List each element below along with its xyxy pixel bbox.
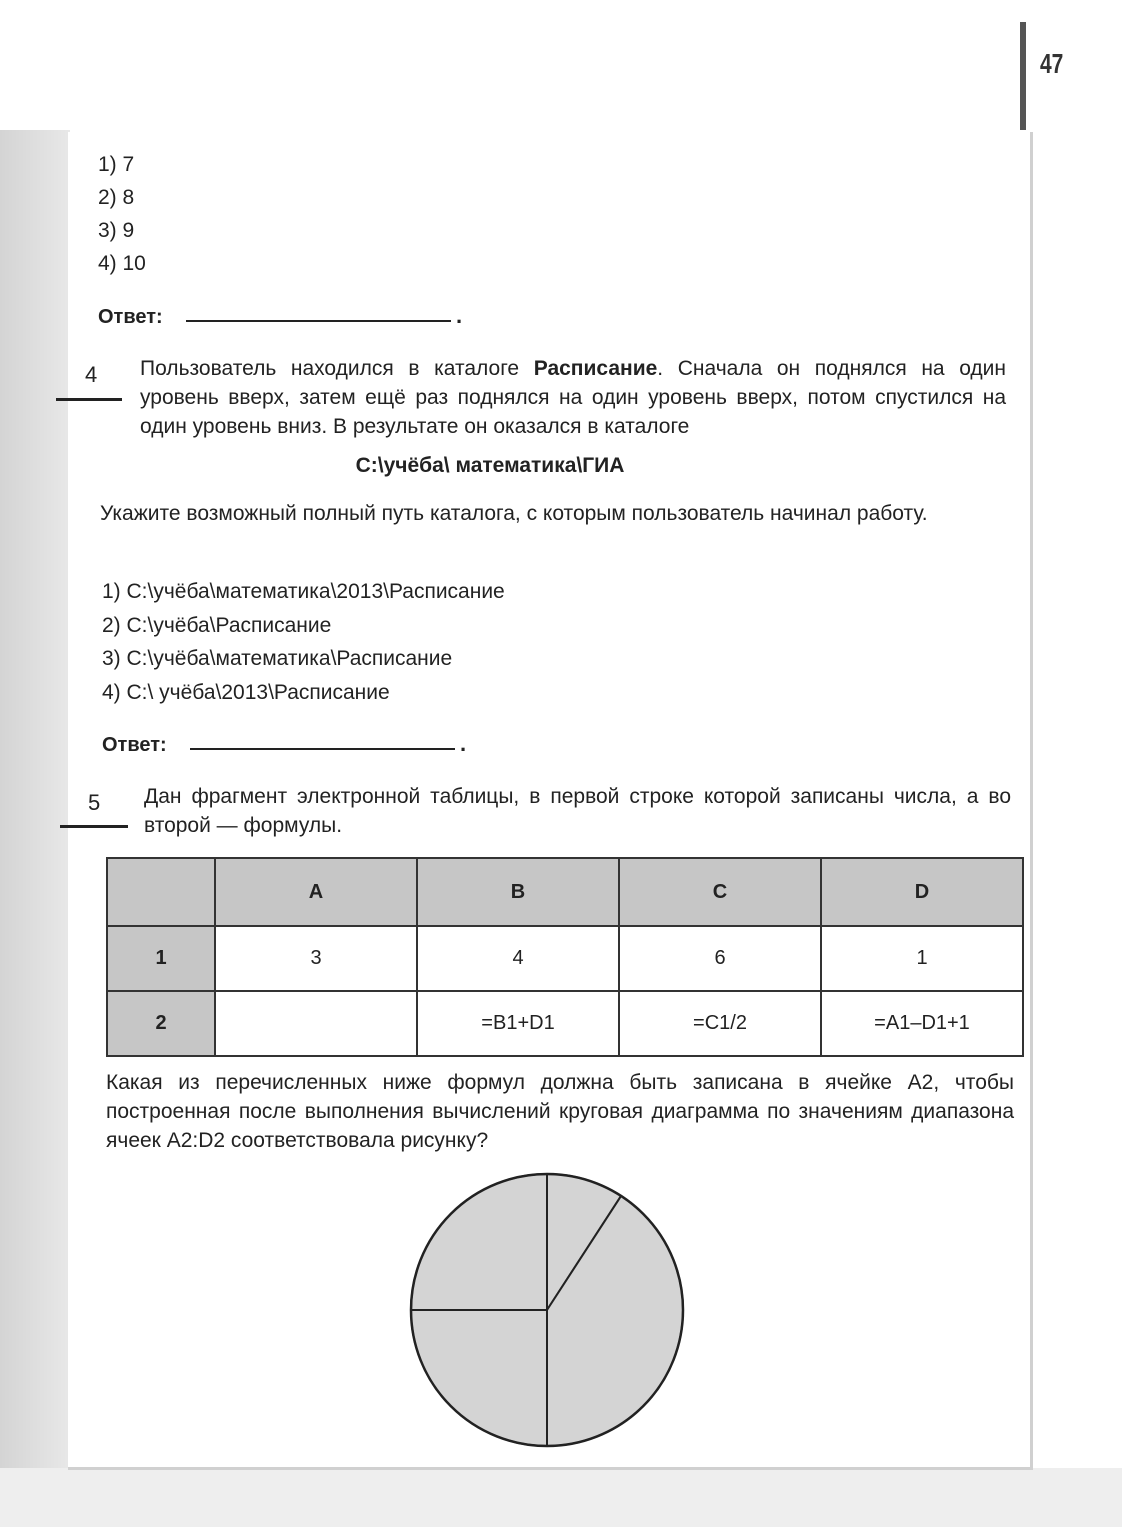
task4-text: Пользователь находился в каталоге Расписание. Сначала он поднялся на один уровень вверх, затем ещё раз поднялся на один уровень вверх, потом спустился на один уровень вниз. В результате он оказался в каталоге <box>140 357 1006 438</box>
task4-question: Укажите возможный полный путь каталога, с которым пользователь начинал работу. <box>100 502 928 525</box>
task3-answer-line[interactable] <box>186 320 451 322</box>
task3-option-1: 1) 7 <box>98 153 135 176</box>
task4-answer-dot: . <box>460 731 467 756</box>
page-number-bar <box>1020 22 1026 130</box>
task3-option-3: 3) 9 <box>98 219 135 242</box>
column-header: C <box>619 858 821 926</box>
spreadsheet-table <box>106 857 1024 1057</box>
pie-slice-3 <box>411 1310 547 1446</box>
task3-option-4: 4) 10 <box>98 252 146 275</box>
task4-option-2: 2) С:\учёба\Расписание <box>102 614 332 637</box>
task4-target-path: С:\учёба\ математика\ГИА <box>355 454 625 477</box>
table-cell: 3 <box>215 926 417 991</box>
task3-answer-label: Ответ: <box>98 306 163 328</box>
table-cell-a2 <box>215 991 417 1056</box>
task3-answer-dot: . <box>456 303 463 328</box>
table-cell: 6 <box>619 926 821 991</box>
task4-answer-label: Ответ: <box>102 734 167 756</box>
task4-option-4: 4) С:\ учёба\2013\Расписание <box>102 681 390 704</box>
task5-question: Какая из перечисленных ниже формул должна быть записана в ячейке A2, чтобы построенная после выполнения вычислений круговая диаграмма по значениям диапазона ячеек A2:D2 соответствовала рисунку? <box>106 1071 1014 1152</box>
table-cell: 4 <box>417 926 619 991</box>
task5-number: 5 <box>88 790 101 815</box>
task4-option-1: 1) С:\учёба\математика\2013\Расписание <box>102 580 505 603</box>
task4-option-3: 3) С:\учёба\математика\Расписание <box>102 647 453 670</box>
column-header: D <box>821 858 1023 926</box>
table-cell: 1 <box>821 926 1023 991</box>
table-row <box>107 991 1023 1056</box>
table-cell: =C1/2 <box>619 991 821 1056</box>
pie-chart <box>405 1168 689 1452</box>
table-cell: =A1–D1+1 <box>821 991 1023 1056</box>
page-left-shadow <box>0 130 70 1470</box>
task5-number-underline <box>60 825 128 828</box>
page-number: 47 <box>1040 48 1064 79</box>
task4-number: 4 <box>85 362 98 387</box>
spreadsheet-header-row <box>107 858 1023 926</box>
task5-intro: Дан фрагмент электронной таблицы, в первой строке которой записаны числа, а во второй — формулы. <box>144 785 1011 837</box>
task4-answer-line[interactable] <box>190 748 455 750</box>
table-row <box>107 926 1023 991</box>
column-header: A <box>215 858 417 926</box>
column-header: B <box>417 858 619 926</box>
row-header: 1 <box>107 926 215 991</box>
table-cell: =B1+D1 <box>417 991 619 1056</box>
row-header: 2 <box>107 991 215 1056</box>
task3-option-2: 2) 8 <box>98 186 135 209</box>
task4-number-underline <box>56 398 122 401</box>
spreadsheet-corner-cell <box>107 858 215 926</box>
pie-slice-4 <box>411 1174 547 1310</box>
page-bottom-shadow <box>0 1468 1122 1527</box>
